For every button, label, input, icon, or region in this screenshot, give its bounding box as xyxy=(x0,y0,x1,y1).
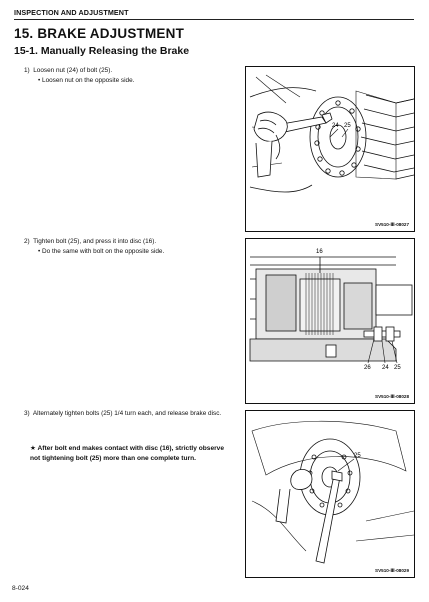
illustration-brake-nut xyxy=(246,67,414,231)
step-1-text: Loosen nut (24) of bolt (25). xyxy=(33,67,113,74)
figure-2-caption: SV510-Ⅲ-08028 xyxy=(375,394,409,399)
callout-25c: 25 xyxy=(354,453,361,459)
step-2-text: Tighten bolt (25), and press it into disc (16). xyxy=(33,238,157,245)
callout-16: 16 xyxy=(316,249,323,255)
step-1: 1) Loosen nut (24) of bolt (25). • Loosen nut on the opposite side. xyxy=(24,67,135,84)
page-title: 15. BRAKE ADJUSTMENT xyxy=(14,26,185,41)
section-header: INSPECTION AND ADJUSTMENT xyxy=(14,8,129,17)
step-3-number: 3) xyxy=(24,410,30,417)
figure-brake-section xyxy=(245,238,415,404)
section-subtitle: 15-1. Manually Releasing the Brake xyxy=(14,45,190,57)
step-2-number: 2) xyxy=(24,238,30,245)
caution-note: ★ After bolt end makes contact with disc (16), strictly observe not tightening bolt (25) more than one complete turn. xyxy=(30,445,225,462)
callout-25b: 25 xyxy=(394,365,401,371)
figure-brake-nut xyxy=(245,66,415,232)
header-divider xyxy=(14,19,414,20)
step-1-number: 1) xyxy=(24,67,30,74)
illustration-brake-section xyxy=(246,239,414,403)
page-number: 8-024 xyxy=(12,585,29,592)
step-2: 2) Tighten bolt (25), and press it into disc (16). • Do the same with bolt on the opposite side. xyxy=(24,238,165,255)
callout-24b: 24 xyxy=(382,365,389,371)
callout-26: 26 xyxy=(364,365,371,371)
illustration-brake-bolt xyxy=(246,411,414,577)
figure-3-caption: SV510-Ⅲ-08029 xyxy=(375,568,409,573)
callout-24: 24 xyxy=(332,123,339,129)
step-3 xyxy=(24,409,224,419)
figure-brake-bolt xyxy=(245,410,415,578)
step-3-text: Alternately tighten bolts (25) 1/4 turn each, and release brake disc. xyxy=(32,410,222,417)
callout-25: 25 xyxy=(344,123,351,129)
step-2-bullet: Do the same with bolt on the opposite side. xyxy=(42,247,165,255)
figure-1-caption: SV510-Ⅲ-08027 xyxy=(375,222,409,227)
step-1-bullet: Loosen nut on the opposite side. xyxy=(42,76,135,84)
